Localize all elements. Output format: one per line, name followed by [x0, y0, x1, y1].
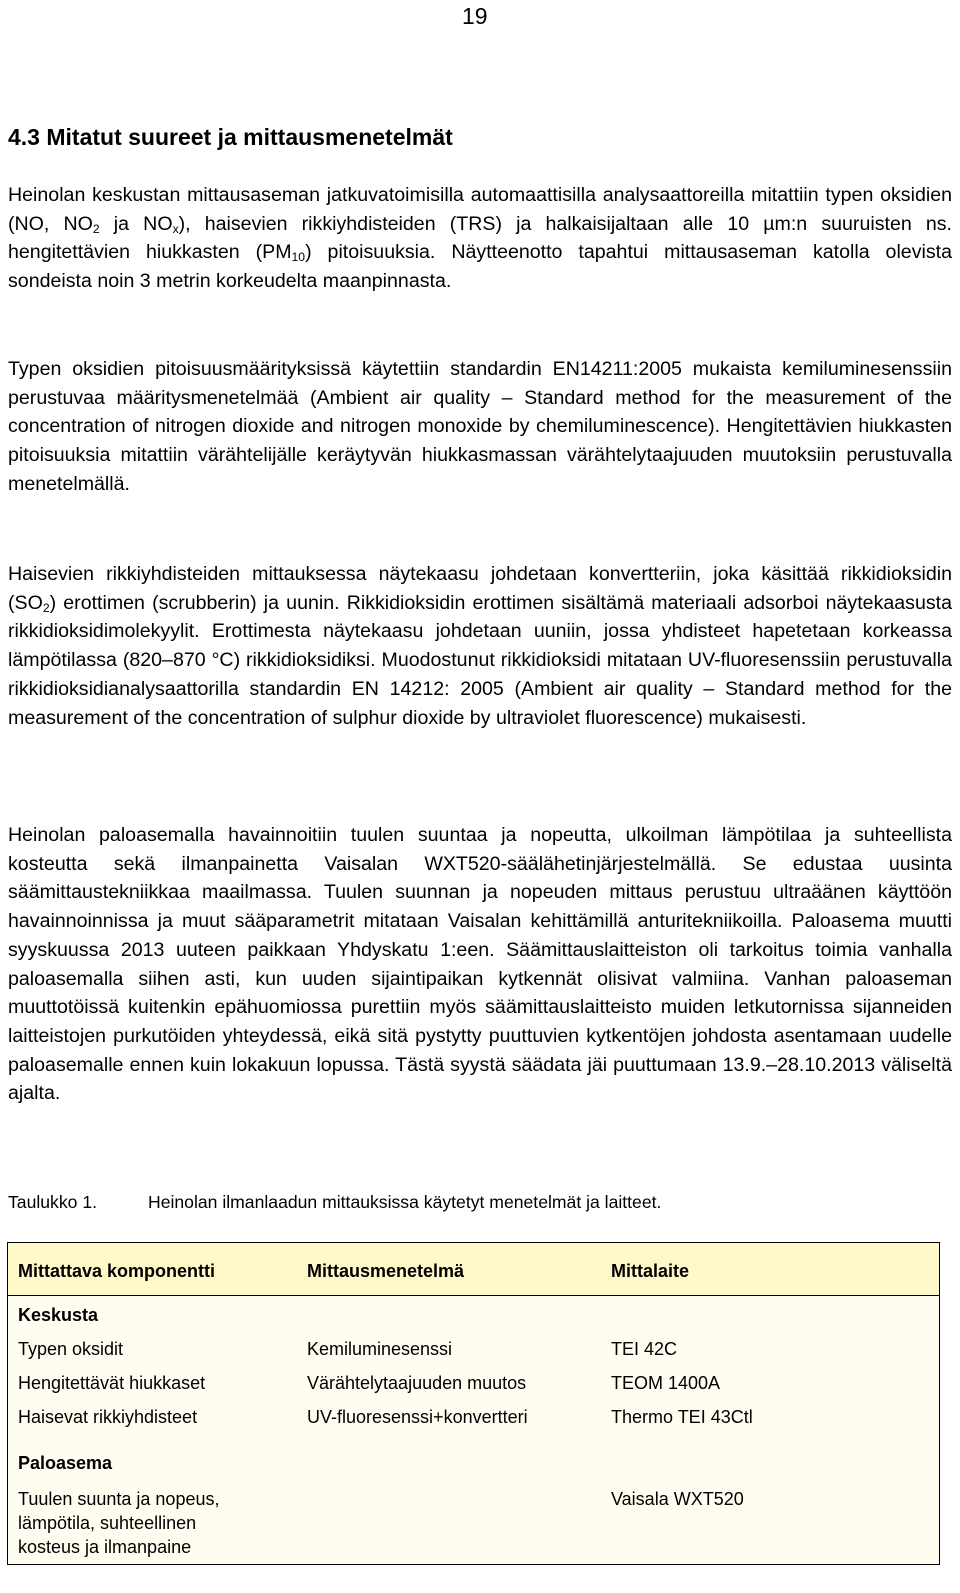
group-label-paloasema: Paloasema	[18, 1453, 113, 1473]
row-method: Värähtelytaajuuden muutos	[307, 1373, 527, 1393]
paragraph-1-text-b: ja NO	[99, 212, 173, 235]
paragraph-1-text-c: ), haisevien rikkiyhdisteiden (TRS) ja halkaisijaltaan alle 10 µm:n suuruisten ns. hengitettävien hiukkasten (PM	[8, 212, 953, 264]
paragraph-3-sub-1: 2	[42, 600, 50, 615]
header-device: Mittalaite	[611, 1261, 690, 1281]
row-component: Haisevat rikkiyhdisteet	[18, 1407, 198, 1427]
row-device: Thermo TEI 43Ctl	[611, 1407, 753, 1427]
paragraph-1-text-a: Heinolan keskustan mittausaseman jatkuvatoimisilla automaattisilla analysaattoreilla mitattiin typen oksidien (NO, NO	[8, 184, 952, 235]
group-label-keskusta: Keskusta	[18, 1305, 99, 1325]
paragraph-1	[8, 181, 952, 296]
row-method: Kemiluminesenssi	[307, 1339, 453, 1359]
table-header-row	[8, 1243, 939, 1296]
row-component: Typen oksidit	[18, 1339, 124, 1359]
row-component-line-3: kosteus ja ilmanpaine	[18, 1537, 192, 1557]
row-method: UV-fluoresenssi+konvertteri	[307, 1407, 528, 1427]
paragraph-3-text-b: ) erottimen (scrubberin) ja uunin. Rikkidioksidin erottimen sisältämä materiaali adsorboi näytekaasusta rikkidioksidimolekyylit. Erottimesta näytekaasu johdetaan uuniin, jossa yhdisteet hapetetaan korkeassa lämpötilassa (820–870 °C) rikkidioksidiksi. Muodostunut rikkidioksidi mitataan UV-fluoresenssiin perustuvalla rikkidioksidianalysaattorilla standardin EN 14212: 2005 (Ambient air quality – Standard method for the measurement of the concentration of sulphur dioxide by ultraviolet fluorescence) mukaisesti.	[8, 591, 952, 729]
row-component-line-1: Tuulen suunta ja nopeus,	[18, 1489, 220, 1509]
row-device: Vaisala WXT520	[611, 1489, 744, 1509]
table-caption-label: Taulukko 1.	[8, 1192, 97, 1212]
paragraph-3-text-a: Haisevien rikkiyhdisteiden mittauksessa näytekaasu johdetaan konvertteriin, joka käsittää rikkidioksidin (SO	[8, 563, 952, 614]
row-device: TEOM 1400A	[611, 1373, 721, 1393]
paragraph-1-sub-2: x	[172, 221, 179, 236]
row-component-line-2: lämpötila, suhteellinen	[18, 1513, 197, 1533]
methods-table	[7, 1242, 940, 1565]
paragraph-1-sub-3: 10	[291, 250, 306, 265]
table-caption-text: Heinolan ilmanlaadun mittauksissa käytetyt menetelmät ja laitteet.	[148, 1192, 662, 1212]
paragraph-3	[8, 560, 952, 732]
row-device: TEI 42C	[611, 1339, 678, 1359]
paragraph-1-sub-1: 2	[92, 221, 100, 236]
header-method: Mittausmenetelmä	[307, 1261, 465, 1281]
paragraph-1-text-d: ) pitoisuuksia. Näytteenotto tapahtui mittausaseman katolla olevista sondeista noin 3 metrin korkeudelta maanpinnasta.	[8, 241, 952, 293]
paragraph-2: Typen oksidien pitoisuusmäärityksissä käytettiin standardin EN14211:2005 mukaista kemiluminesenssiin perustuvaa määritysmenetelmää (Ambient air quality – Standard method for the measurement of the concentration of nitrogen dioxide and nitrogen monoxide by chemiluminescence). Hengitettävien hiukkasten pitoisuuksia mitattiin värähtelijälle keräytyvän hiukkasmassan värähtelytaajuuden muutoksiin perustuvalla menetelmällä.	[8, 358, 952, 495]
header-component: Mittattava komponentti	[18, 1261, 216, 1281]
row-component: Hengitettävät hiukkaset	[18, 1373, 206, 1393]
section-heading: 4.3 Mitatut suureet ja mittausmenetelmät	[8, 124, 453, 150]
page-number: 19	[462, 3, 488, 29]
paragraph-4: Heinolan paloasemalla havainnoitiin tuulen suuntaa ja nopeutta, ulkoilman lämpötilaa ja suhteellista kosteutta sekä ilmanpainetta Vaisalan WXT520-säälähetinjärjestelmällä. Se edustaa uusinta säämittaustekniikkaa maailmassa. Tuulen suunnan ja nopeuden mittaus perustuu ultraäänen käyttöön havainnoinnissa ja muut sääparametrit mitataan Vaisalan kehittämillä anturitekniikoilla. Paloasema muutti syyskuussa 2013 uuteen paikkaan Yhdyskatu 1:een. Säämittauslaitteiston oli tarkoitus toimia vanhalla paloasemalla siihen asti, kun uuden sijaintipaikan kytkennät olisivat valmiina. Vanhan paloaseman muuttotöissä kuitenkin epähuomiossa purettiin myös säämittauslaitteisto muiden letkutornissa sijanneiden laitteistojen purkutöiden yhteydessä, eikä sitä pystytty puuttuvien kytkentöjen johdosta asentamaan uudelle paloasemalle ennen kuin lokakuun lopussa. Tästä syystä säädata jäi puuttumaan 13.9.–28.10.2013 väliseltä ajalta.	[8, 824, 952, 1105]
